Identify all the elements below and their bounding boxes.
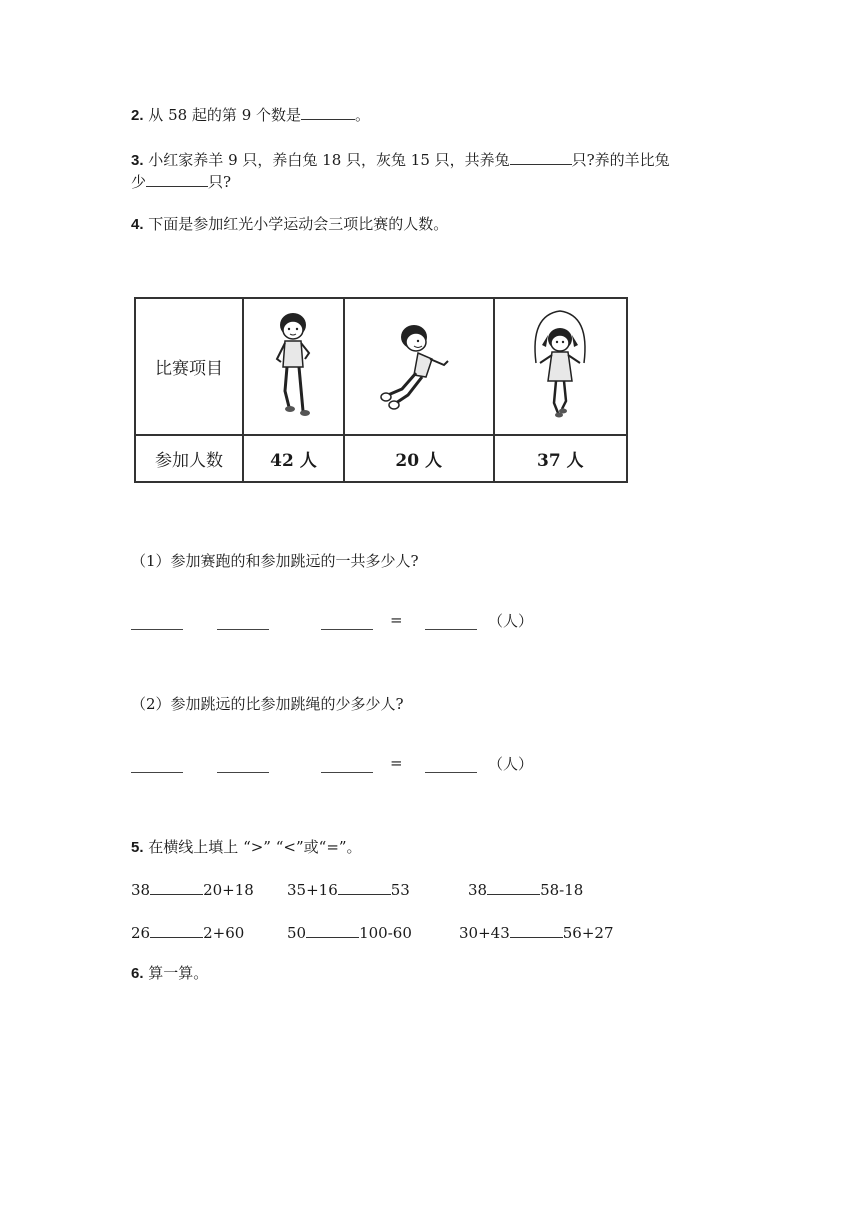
long-jump-count: 20 人 xyxy=(344,435,494,482)
question-6 xyxy=(131,962,208,985)
equals-sign: = xyxy=(390,754,403,772)
count-header: 参加人数 xyxy=(135,435,243,482)
answer-blank-rabbits[interactable] xyxy=(510,150,572,165)
answer-line-2a[interactable] xyxy=(131,771,183,773)
compare-blank[interactable] xyxy=(338,880,391,895)
running-count: 42 人 xyxy=(243,435,344,482)
event-header: 比赛项目 xyxy=(135,298,243,435)
compare-right: 56+27 xyxy=(562,924,614,942)
compare-blank[interactable] xyxy=(150,923,203,938)
running-boy-icon xyxy=(263,307,323,422)
compare-blank[interactable] xyxy=(487,880,540,895)
compare-4 xyxy=(131,923,244,942)
compare-right: 100-60 xyxy=(359,924,412,942)
compare-3 xyxy=(468,880,583,899)
question-4 xyxy=(131,213,448,236)
compare-right: 2+60 xyxy=(203,924,245,942)
question-2 xyxy=(131,104,370,127)
question-number: 2. xyxy=(131,107,144,124)
compare-right: 58-18 xyxy=(540,881,584,899)
unit-label: （人） xyxy=(488,612,534,630)
question-text: 下面是参加红光小学运动会三项比赛的人数。 xyxy=(148,215,449,233)
compare-left: 35+16 xyxy=(287,881,338,899)
compare-left: 38 xyxy=(131,881,151,899)
compare-1 xyxy=(131,880,254,899)
answer-line-1d[interactable] xyxy=(425,628,477,630)
compare-left: 38 xyxy=(468,881,488,899)
compare-6 xyxy=(459,923,614,942)
question-text-end: 。 xyxy=(355,106,371,124)
sub-question-1: （1）参加赛跑的和参加跳远的一共多少人? xyxy=(131,552,419,570)
question-number: 3. xyxy=(131,152,144,169)
compare-right: 20+18 xyxy=(203,881,254,899)
question-number: 5. xyxy=(131,839,144,856)
answer-line-2c[interactable] xyxy=(321,771,373,773)
question-text: 小红家养羊 9 只，养白兔 18 只，灰兔 15 只，共养兔 xyxy=(148,151,510,169)
answer-line-2d[interactable] xyxy=(425,771,477,773)
compare-blank[interactable] xyxy=(150,880,203,895)
jump-rope-count: 37 人 xyxy=(494,435,627,482)
compare-blank[interactable] xyxy=(306,923,359,938)
question-text: 在横线上填上 “>” “<”或“=”。 xyxy=(148,838,362,856)
compare-5 xyxy=(287,923,412,942)
question-text: 从 58 起的第 9 个数是 xyxy=(148,106,302,124)
question-text: 少 xyxy=(131,173,147,191)
question-number: 6. xyxy=(131,965,144,982)
question-text-mid: 只?养的羊比兔 xyxy=(571,151,670,169)
compare-left: 26 xyxy=(131,924,151,942)
sports-table xyxy=(134,297,628,483)
unit-label: （人） xyxy=(488,755,534,773)
question-3-line-1 xyxy=(131,149,670,172)
question-3-line-2 xyxy=(131,171,231,193)
equals-sign: = xyxy=(390,611,403,629)
answer-blank[interactable] xyxy=(301,105,355,120)
sub-question-2: （2）参加跳远的比参加跳绳的少多少人? xyxy=(131,695,404,713)
question-text: 算一算。 xyxy=(148,964,209,982)
jump-rope-girl-icon xyxy=(520,305,600,425)
question-5 xyxy=(131,836,362,859)
jump-rope-cell xyxy=(494,298,627,435)
long-jump-boy-icon xyxy=(374,315,464,415)
answer-line-2b[interactable] xyxy=(217,771,269,773)
question-text-end: 只? xyxy=(208,173,232,191)
answer-blank-difference[interactable] xyxy=(146,172,208,187)
compare-left: 50 xyxy=(287,924,307,942)
answer-line-1b[interactable] xyxy=(217,628,269,630)
compare-2 xyxy=(287,880,410,899)
long-jump-cell xyxy=(344,298,494,435)
answer-line-1c[interactable] xyxy=(321,628,373,630)
question-number: 4. xyxy=(131,216,144,233)
compare-left: 30+43 xyxy=(459,924,510,942)
compare-blank[interactable] xyxy=(510,923,563,938)
running-cell xyxy=(243,298,344,435)
compare-right: 53 xyxy=(390,881,410,899)
answer-line-1a[interactable] xyxy=(131,628,183,630)
